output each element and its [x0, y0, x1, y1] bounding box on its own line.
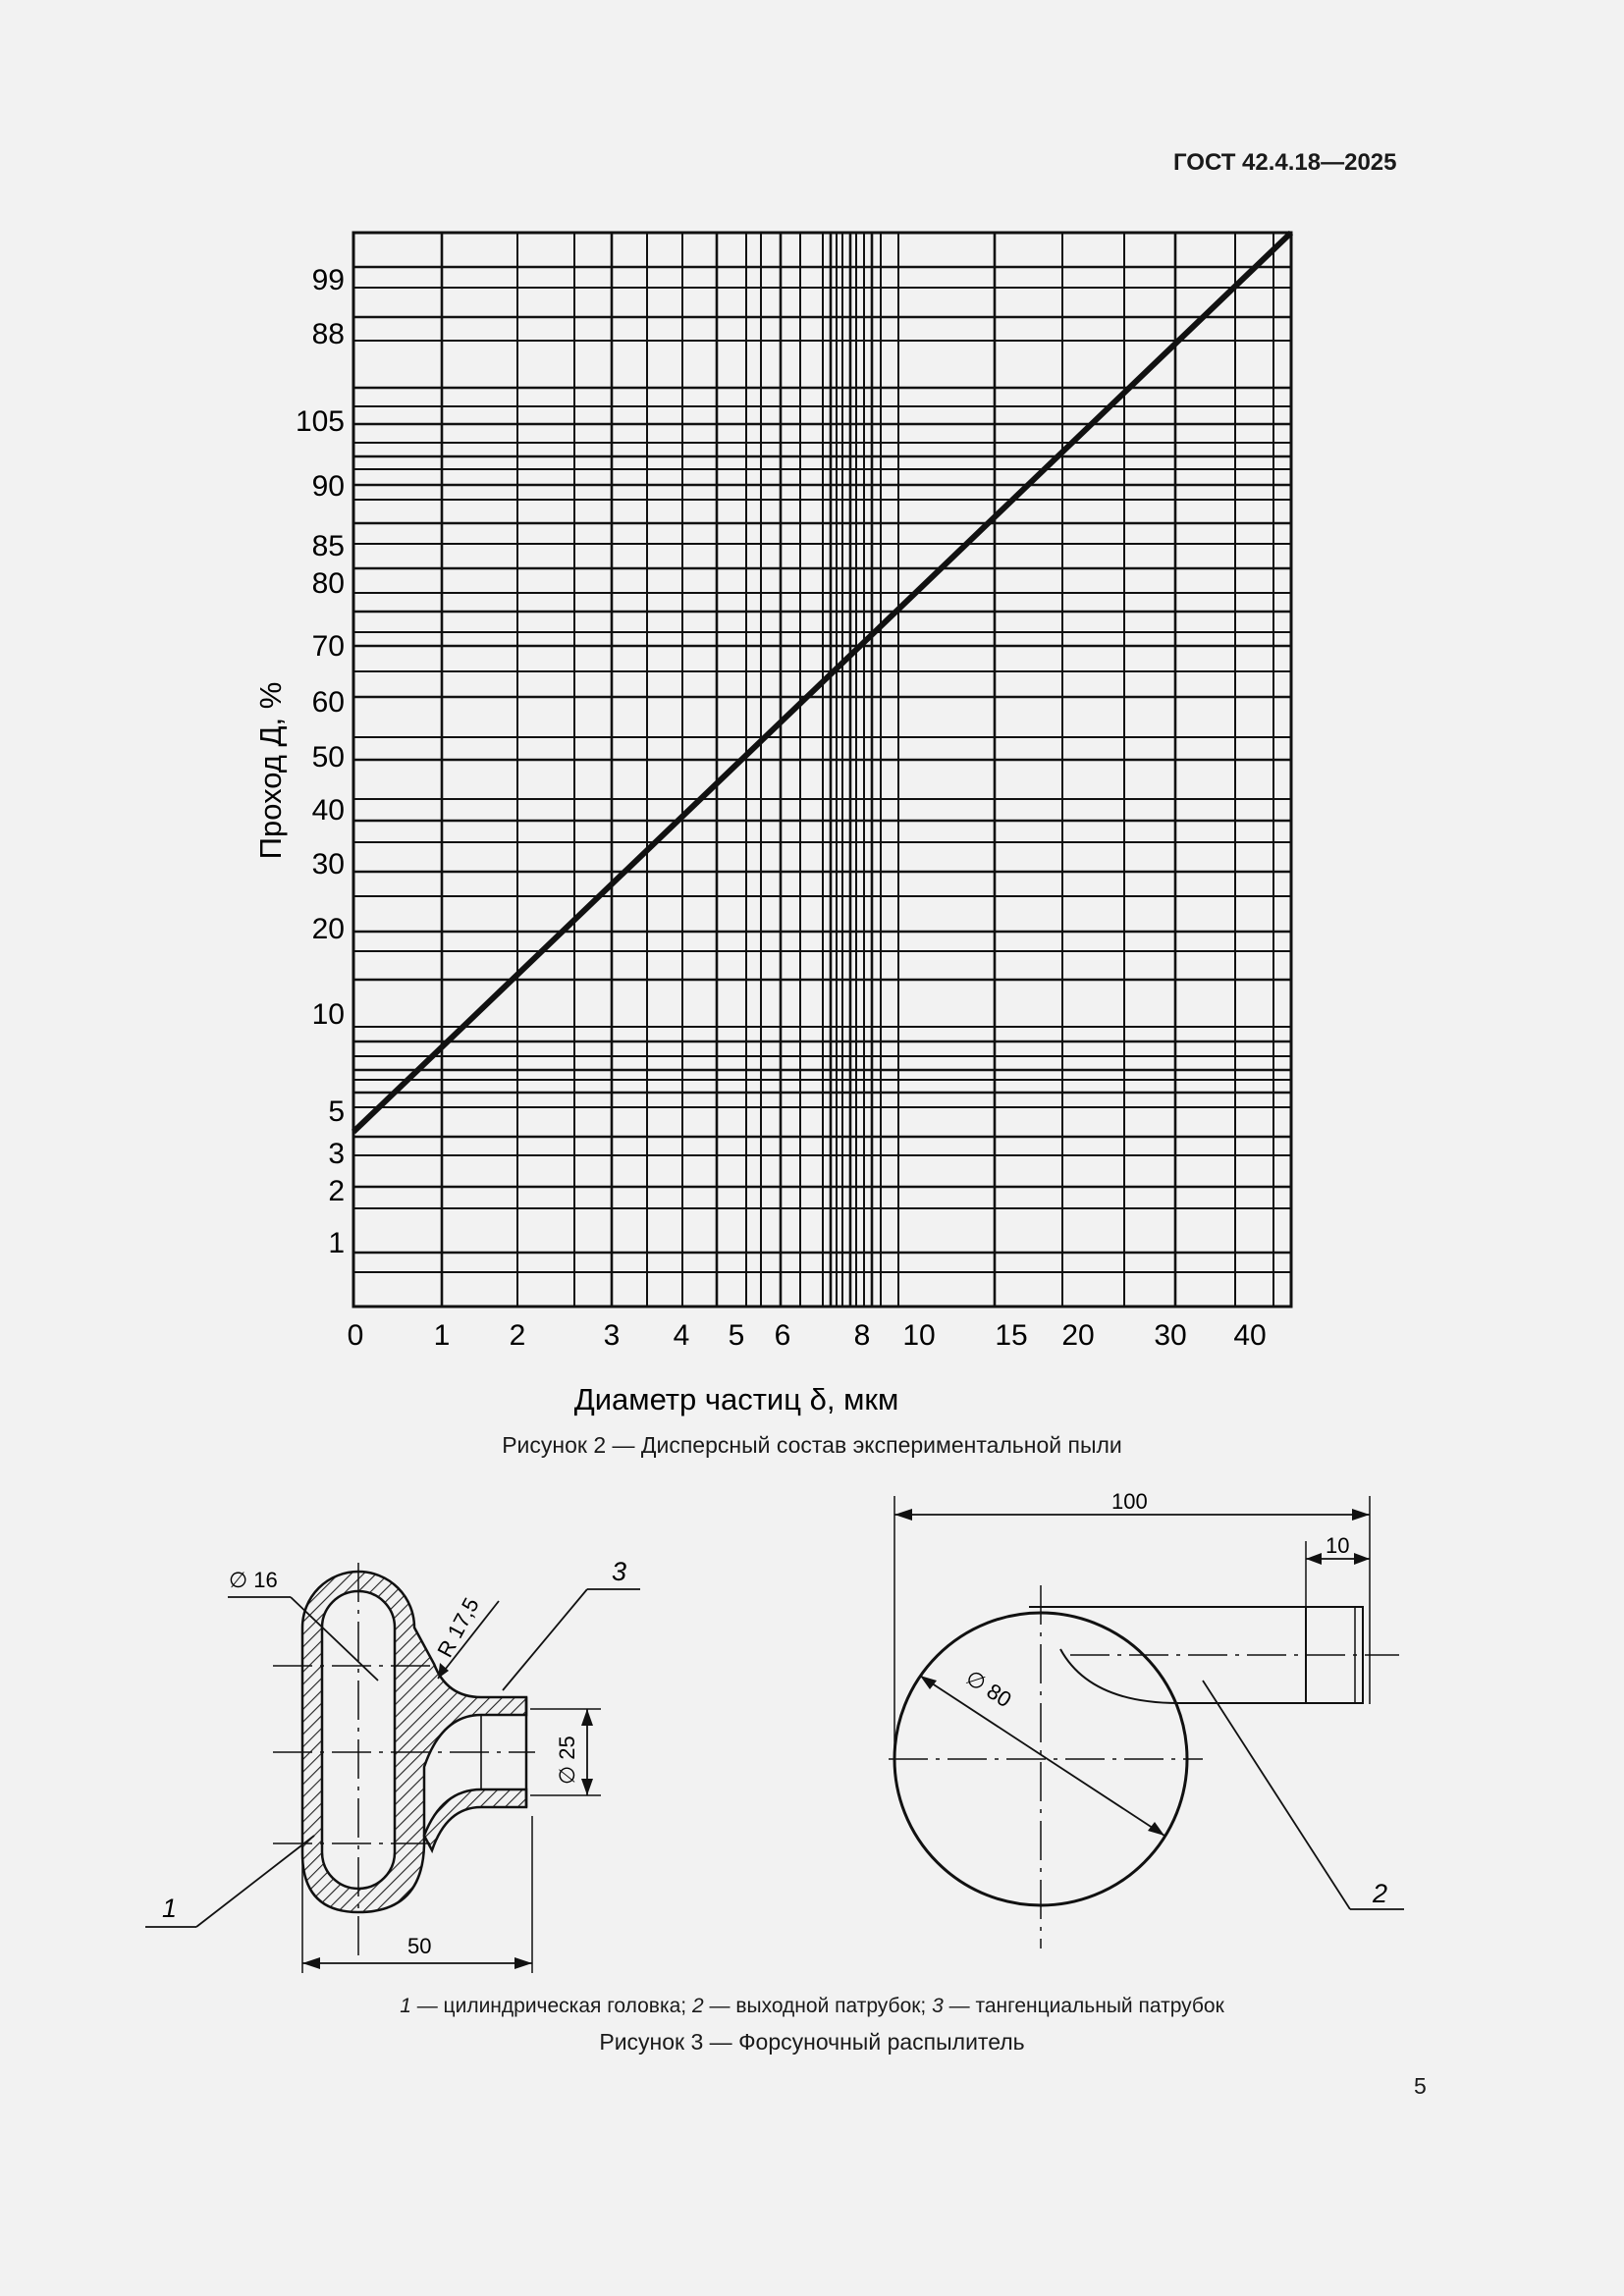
dim-r175: R 17,5	[432, 1593, 484, 1662]
figure3-legend	[0, 1995, 1624, 2018]
x-tick-label: 0	[347, 1319, 364, 1352]
figure3-caption: Рисунок 3 — Форсуночный распылитель	[599, 2029, 1025, 2055]
y-tick-label: 85	[311, 530, 345, 562]
y-tick-label: 3	[328, 1138, 345, 1170]
x-tick-label: 4	[673, 1319, 690, 1352]
document-code: ГОСТ 42.4.18—2025	[1173, 149, 1397, 176]
y-tick-label: 20	[311, 913, 345, 945]
x-tick-label: 30	[1154, 1319, 1187, 1352]
x-tick-label: 3	[603, 1319, 621, 1352]
dim-50: 50	[407, 1934, 432, 1958]
legend-text-2: — выходной патрубок;	[703, 1995, 933, 2017]
y-tick-label: 90	[311, 470, 345, 503]
legend-text-3: — тангенциальный патрубок	[943, 1995, 1224, 2017]
dim-100: 100	[1111, 1489, 1148, 1514]
label-3: 3	[612, 1557, 627, 1586]
y-tick-label: 88	[311, 318, 345, 350]
y-axis-label: Проход Д, %	[253, 681, 288, 860]
y-tick-label: 1	[328, 1227, 345, 1259]
y-tick-label: 99	[311, 264, 345, 296]
y-tick-label: 5	[328, 1095, 345, 1128]
legend-num-2: 2	[691, 1995, 704, 2017]
head-top-view	[889, 1489, 1404, 1949]
x-axis-label: Диаметр частиц δ, мкм	[573, 1382, 899, 1416]
label-1: 1	[162, 1894, 178, 1923]
y-tick-label: 60	[311, 686, 345, 719]
dim-d25: ∅ 25	[555, 1735, 579, 1785]
x-tick-label: 10	[902, 1319, 936, 1352]
y-tick-label: 30	[311, 848, 345, 881]
y-tick-label: 70	[311, 630, 345, 663]
y-tick-label: 10	[311, 998, 345, 1031]
figure2-caption: Рисунок 2 — Дисперсный состав экспериментальной пыли	[502, 1432, 1122, 1458]
head-side-view	[145, 1557, 640, 1973]
x-tick-label: 5	[728, 1319, 745, 1352]
head-wall-lower	[424, 1789, 526, 1850]
x-tick-label: 6	[774, 1319, 791, 1352]
legend-num-3: 3	[932, 1995, 944, 2017]
dim-10: 10	[1326, 1533, 1350, 1558]
x-tick-label: 40	[1233, 1319, 1267, 1352]
x-tick-label: 8	[853, 1319, 871, 1352]
page-number: 5	[1414, 2073, 1427, 2099]
y-tick-label: 40	[311, 794, 345, 827]
dim-d80: ∅ 80	[961, 1665, 1016, 1713]
label-2: 2	[1373, 1879, 1388, 1908]
x-tick-label: 2	[509, 1319, 526, 1352]
dim-d16: ∅ 16	[229, 1568, 278, 1592]
y-tick-label: 105	[295, 405, 345, 438]
y-tick-label: 2	[328, 1175, 345, 1207]
legend-num-1: 1	[400, 1995, 411, 2017]
y-tick-label: 80	[311, 567, 345, 600]
x-tick-label: 1	[433, 1319, 451, 1352]
x-tick-label: 15	[995, 1319, 1028, 1352]
x-tick-label: 20	[1061, 1319, 1095, 1352]
y-tick-label: 50	[311, 741, 345, 774]
head-wall	[302, 1572, 526, 1912]
legend-text-1: — цилиндрическая головка;	[410, 1995, 692, 2017]
